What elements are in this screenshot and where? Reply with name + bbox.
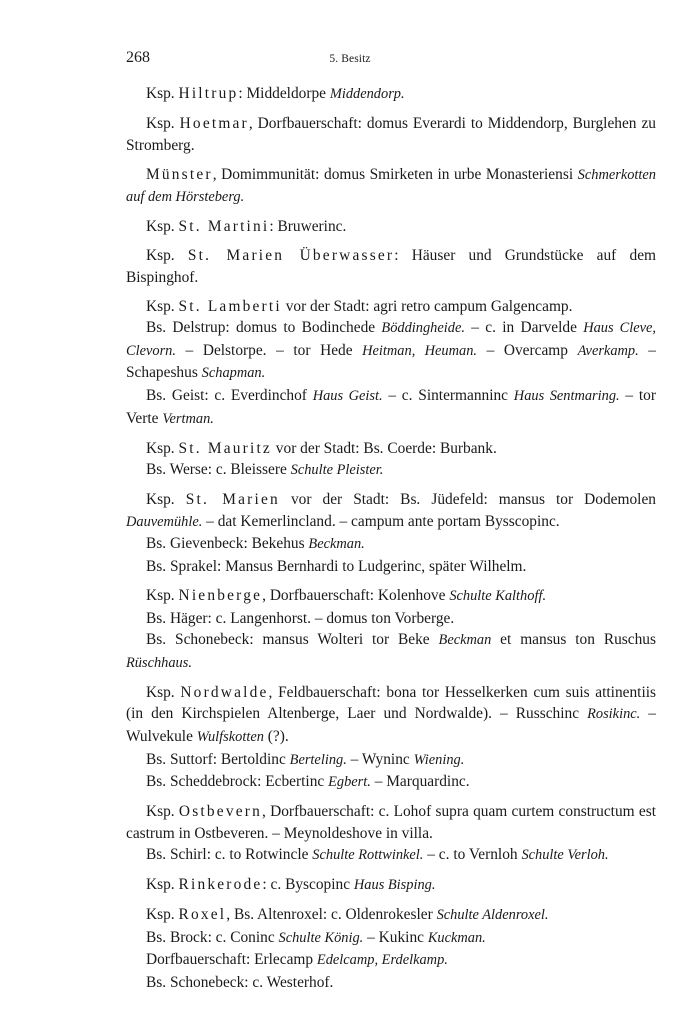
entry-paragraph bbox=[126, 245, 656, 288]
place-name: Hoetmar bbox=[179, 114, 249, 132]
entry-paragraph bbox=[126, 682, 656, 749]
entry-paragraph bbox=[126, 216, 656, 238]
place-name: Hiltrup bbox=[178, 85, 239, 102]
modern-name: Schapman. bbox=[201, 365, 266, 382]
running-header: 5. Besitz bbox=[329, 53, 371, 65]
modern-name: Beckman. bbox=[308, 536, 365, 553]
text-run: Bs. Sprakel: Mansus Bernhardi to Ludgerinc, später Wilhelm. bbox=[146, 558, 527, 576]
entry-paragraph bbox=[126, 608, 656, 630]
modern-name: Egbert. bbox=[328, 774, 371, 791]
entry-paragraph bbox=[126, 296, 656, 318]
modern-name: Berteling. bbox=[289, 751, 347, 768]
entry-paragraph bbox=[126, 629, 656, 674]
text-run: Bs. Scheddebrock: Ecbertinc bbox=[146, 773, 329, 791]
text-run: Bs. Geist: c. Everdinchof bbox=[146, 387, 313, 405]
text-run: Ksp. bbox=[146, 297, 179, 315]
text-run: Bs. Werse: c. Bleissere bbox=[146, 461, 291, 479]
modern-name: Middendorp. bbox=[329, 86, 405, 102]
entry-paragraph bbox=[126, 874, 656, 897]
place-name: Roxel bbox=[178, 906, 227, 924]
entry-paragraph bbox=[126, 585, 656, 608]
text-run: , Bs. Altenroxel: c. Oldenrokesler bbox=[226, 906, 437, 924]
text-run: Bs. Schirl: c. to Rotwincle bbox=[146, 846, 313, 864]
place-name: St. Marien bbox=[185, 491, 280, 509]
text-run: Bs. Schonebeck: c. Westerhof. bbox=[146, 974, 334, 992]
modern-name: Schulte Verloh. bbox=[521, 847, 609, 864]
place-name: St. Martini bbox=[178, 218, 270, 236]
modern-name: Schulte Kalthoff. bbox=[449, 588, 547, 604]
modern-name: Wulfskotten bbox=[196, 728, 264, 745]
modern-name: Schmerkotten auf dem Hörsteberg. bbox=[126, 166, 656, 206]
modern-name: Heitman, Heuman. bbox=[362, 342, 477, 359]
modern-name: Rüschhaus. bbox=[126, 654, 192, 671]
entry-paragraph bbox=[126, 489, 656, 533]
entry-paragraph bbox=[126, 438, 656, 460]
text-run: : Häuser und Grundstücke auf dem Bispinghof. bbox=[126, 247, 657, 286]
place-name: Nienberge bbox=[178, 587, 263, 604]
text-run: – Wyninc bbox=[346, 750, 414, 768]
text-run: – Overcamp bbox=[477, 341, 578, 359]
modern-name: Schulte Aldenroxel. bbox=[436, 907, 549, 924]
text-run: – tor Verte bbox=[126, 387, 656, 427]
text-run: vor der Stadt: Bs. Coerde: Burbank. bbox=[271, 439, 497, 457]
text-run: , Domimmunität: domus Smirketen in urbe Monasteriensi bbox=[212, 165, 578, 183]
entry-paragraph bbox=[126, 317, 656, 385]
text-run: vor der Stadt: agri retro campum Galgencamp. bbox=[281, 297, 573, 315]
entry-paragraph bbox=[126, 927, 656, 950]
text-run: – c. in Darvelde bbox=[464, 319, 584, 337]
place-name: St. Lamberti bbox=[178, 297, 282, 315]
entry-paragraph bbox=[126, 801, 656, 844]
entry-paragraph bbox=[126, 83, 656, 106]
entry-paragraph bbox=[126, 459, 656, 482]
text-run: Ksp. bbox=[146, 876, 179, 894]
modern-name: Wiening. bbox=[413, 751, 465, 768]
modern-name: Vertman. bbox=[162, 410, 214, 427]
text-run: : c. Byscopinc bbox=[262, 876, 354, 894]
text-run: Bs. Gievenbeck: Bekehus bbox=[146, 535, 309, 553]
text-run: Ksp. bbox=[146, 803, 179, 821]
modern-name: Beckman bbox=[438, 632, 492, 649]
text-run: – c. Sintermanninc bbox=[382, 387, 514, 405]
text-run: Ksp. bbox=[146, 906, 179, 924]
text-run: – Kukinc bbox=[363, 928, 428, 946]
entry-paragraph bbox=[126, 771, 656, 794]
text-run: – c. to Vernloh bbox=[423, 846, 522, 864]
modern-name: Dauvemühle. bbox=[126, 513, 203, 530]
entry-paragraph bbox=[126, 844, 656, 867]
modern-name: Schulte Pleister. bbox=[290, 462, 384, 479]
text-run: , Dorfbauerschaft: c. Lohof supra quam curtem constructum est castrum in Ostbeveren. – Meynoldeshove in villa. bbox=[126, 803, 656, 842]
place-name: Nordwalde bbox=[180, 683, 269, 701]
text-run: Ksp. bbox=[146, 218, 179, 236]
place-name: Münster bbox=[146, 165, 213, 183]
place-name: Rinkerode bbox=[178, 876, 263, 894]
text-run: (?). bbox=[263, 727, 289, 745]
modern-name: Rosikinc. bbox=[587, 706, 641, 723]
modern-name: Haus Cleve, Clevorn. bbox=[126, 320, 656, 359]
text-run: – Schapeshus bbox=[126, 341, 656, 382]
text-run: – dat Kemerlincland. – campum ante portam Bysscopinc. bbox=[202, 512, 560, 530]
text-run: Bs. Brock: c. Coninc bbox=[146, 928, 279, 946]
text-run: vor der Stadt: Bs. Jüdefeld: mansus tor Dodemolen bbox=[279, 491, 656, 509]
text-run: Ksp. bbox=[146, 114, 180, 132]
entry-paragraph bbox=[126, 385, 656, 430]
entry-paragraph bbox=[126, 113, 656, 156]
text-run: – Delstorpe. – tor Hede bbox=[175, 341, 363, 359]
text-run: Ksp. bbox=[146, 683, 181, 701]
entry-paragraph bbox=[126, 533, 656, 556]
modern-name: Kuckman. bbox=[427, 929, 486, 946]
entry-paragraph bbox=[126, 972, 656, 994]
text-run: , Dorfbauerschaft: Kolenhove bbox=[262, 587, 450, 604]
text-run: et mansus ton Ruschus bbox=[491, 631, 656, 649]
entry-paragraph bbox=[126, 164, 656, 209]
text-run: Ksp. bbox=[146, 491, 186, 509]
text-run: – Wulvekule bbox=[126, 705, 656, 745]
text-run: Bs. Suttorf: Bertoldinc bbox=[146, 750, 290, 768]
modern-name: Averkamp. bbox=[577, 342, 639, 359]
place-name: St. Mauritz bbox=[178, 439, 272, 457]
text-run: Bs. Delstrup: domus to Bodinchede bbox=[146, 319, 382, 337]
text-run: Bs. Häger: c. Langenhorst. – domus ton Vorberge. bbox=[146, 609, 455, 627]
modern-name: Edelcamp, Erdelkamp. bbox=[316, 952, 448, 969]
entry-paragraph bbox=[126, 556, 656, 578]
text-run: , Feldbauerschaft: bona tor Hesselkerken cum suis attinentiis (in den Kirchspielen Altenberge, Laer und Nordwalde). – Russchinc bbox=[126, 683, 656, 723]
text-run: Ksp. bbox=[146, 587, 179, 604]
text-run: : Bruwerinc. bbox=[269, 218, 347, 236]
text-run: Ksp. bbox=[146, 247, 188, 265]
page-number: 268 bbox=[126, 49, 150, 66]
modern-name: Haus Geist. bbox=[312, 388, 383, 405]
text-run: Ksp. bbox=[146, 439, 179, 457]
entry-paragraph bbox=[126, 904, 656, 927]
modern-name: Schulte König. bbox=[278, 929, 364, 946]
text-run: , Dorfbauerschaft: domus Everardi to Middendorp, Burglehen zu Stromberg. bbox=[126, 114, 656, 154]
text-run: Ksp. bbox=[146, 85, 179, 102]
modern-name: Schulte Rottwinkel. bbox=[312, 847, 424, 864]
text-run: – Marquardinc. bbox=[370, 773, 470, 791]
text-run: Bs. Schonebeck: mansus Wolteri tor Beke bbox=[146, 631, 439, 649]
entry-paragraph bbox=[126, 749, 656, 772]
place-name: Ostbevern bbox=[178, 803, 262, 821]
text-run: Dorfbauerschaft: Erlecamp bbox=[146, 951, 317, 969]
modern-name: Haus Sentmaring. bbox=[513, 388, 620, 405]
body-text bbox=[126, 83, 656, 994]
modern-name: Haus Bisping. bbox=[353, 877, 436, 894]
entry-paragraph bbox=[126, 949, 656, 972]
text-run: : Middeldorpe bbox=[238, 85, 330, 102]
modern-name: Böddingheide. bbox=[381, 320, 465, 337]
place-name: St. Marien Überwasser bbox=[187, 247, 395, 265]
